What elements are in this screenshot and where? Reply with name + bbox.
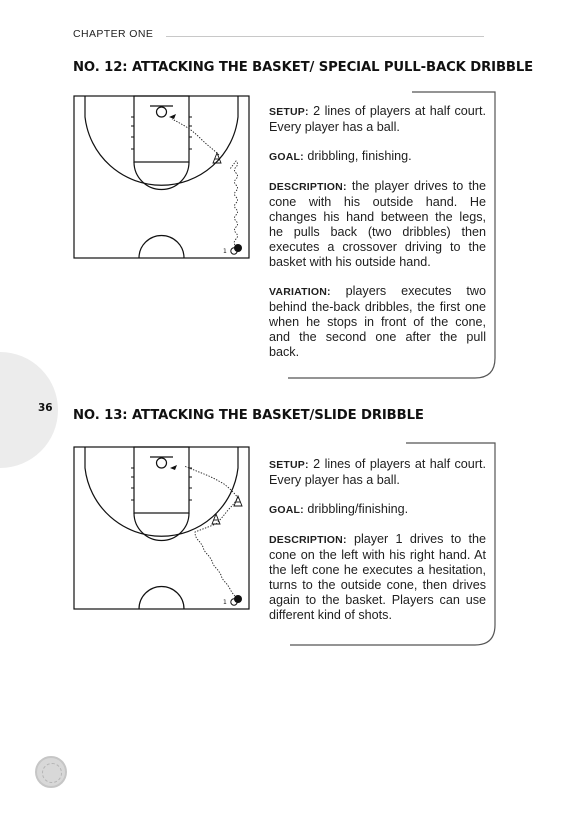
chapter-header: CHAPTER ONE xyxy=(73,28,154,40)
setup-label: SETUP: xyxy=(269,459,309,471)
description-paragraph xyxy=(269,532,486,623)
dribble-path xyxy=(230,161,238,245)
variation-paragraph xyxy=(269,284,486,360)
player-icon xyxy=(231,595,242,605)
goal-label: GOAL: xyxy=(269,151,304,163)
basket-rim xyxy=(157,458,167,468)
player-number: 1 xyxy=(223,599,227,606)
drill-12-diagram xyxy=(73,95,250,260)
setup-paragraph xyxy=(269,457,486,488)
variation-text: players executes two behind the-back dribbles, the first one when he stops in front of the cone, and the second one after the pull back. xyxy=(269,284,486,359)
shot-arrow xyxy=(170,465,177,470)
pullback-path xyxy=(172,119,219,155)
court-boundary xyxy=(74,96,249,258)
setup-text: 2 lines of players at half court. Every player has a ball. xyxy=(269,457,486,487)
dribble-path xyxy=(195,524,235,596)
description-label: DESCRIPTION: xyxy=(269,534,347,546)
goal-paragraph xyxy=(269,149,486,165)
header-rule xyxy=(166,36,484,37)
shot-arrow xyxy=(169,114,176,119)
player-number: 1 xyxy=(223,248,227,255)
drill-12-title: NO. 12: ATTACKING THE BASKET/ SPECIAL PULL-BACK DRIBBLE xyxy=(73,60,534,75)
drill-13-diagram xyxy=(73,446,250,611)
description-label: DESCRIPTION: xyxy=(269,181,347,193)
publisher-logo xyxy=(35,756,67,788)
description-text: player 1 drives to the cone on the left with his right hand. At the left cone he executes a hesitation, turns to the outside cone, then drives again to the basket. Players can use different kind of shots. xyxy=(269,532,486,622)
goal-text: dribbling/finishing. xyxy=(303,502,409,516)
setup-label: SETUP: xyxy=(269,106,309,118)
player-icon xyxy=(231,244,242,254)
goal-text: dribbling, finishing. xyxy=(303,149,412,163)
three-point-arc xyxy=(85,447,238,536)
goal-paragraph xyxy=(269,502,486,518)
setup-text: 2 lines of players at half court. Every player has a ball. xyxy=(269,104,486,134)
drill-13-title: NO. 13: ATTACKING THE BASKET/SLIDE DRIBBLE xyxy=(73,408,424,423)
court-boundary xyxy=(74,447,249,609)
basket-rim xyxy=(157,107,167,117)
center-circle xyxy=(139,587,184,610)
page-number: 36 xyxy=(38,402,53,414)
setup-paragraph xyxy=(269,104,486,135)
three-point-arc xyxy=(85,96,238,185)
description-text: the player drives to the cone with his outside hand. He changes his hand between the legs, he pulls back (two dribbles) then executes a crossover driving to the basket with his outside hand. xyxy=(269,179,486,269)
drill-12-text xyxy=(269,104,486,374)
drill-13-text xyxy=(269,457,486,637)
center-circle xyxy=(139,236,184,258)
goal-label: GOAL: xyxy=(269,504,304,516)
variation-label: VARIATION: xyxy=(269,286,331,298)
description-paragraph xyxy=(269,179,486,270)
